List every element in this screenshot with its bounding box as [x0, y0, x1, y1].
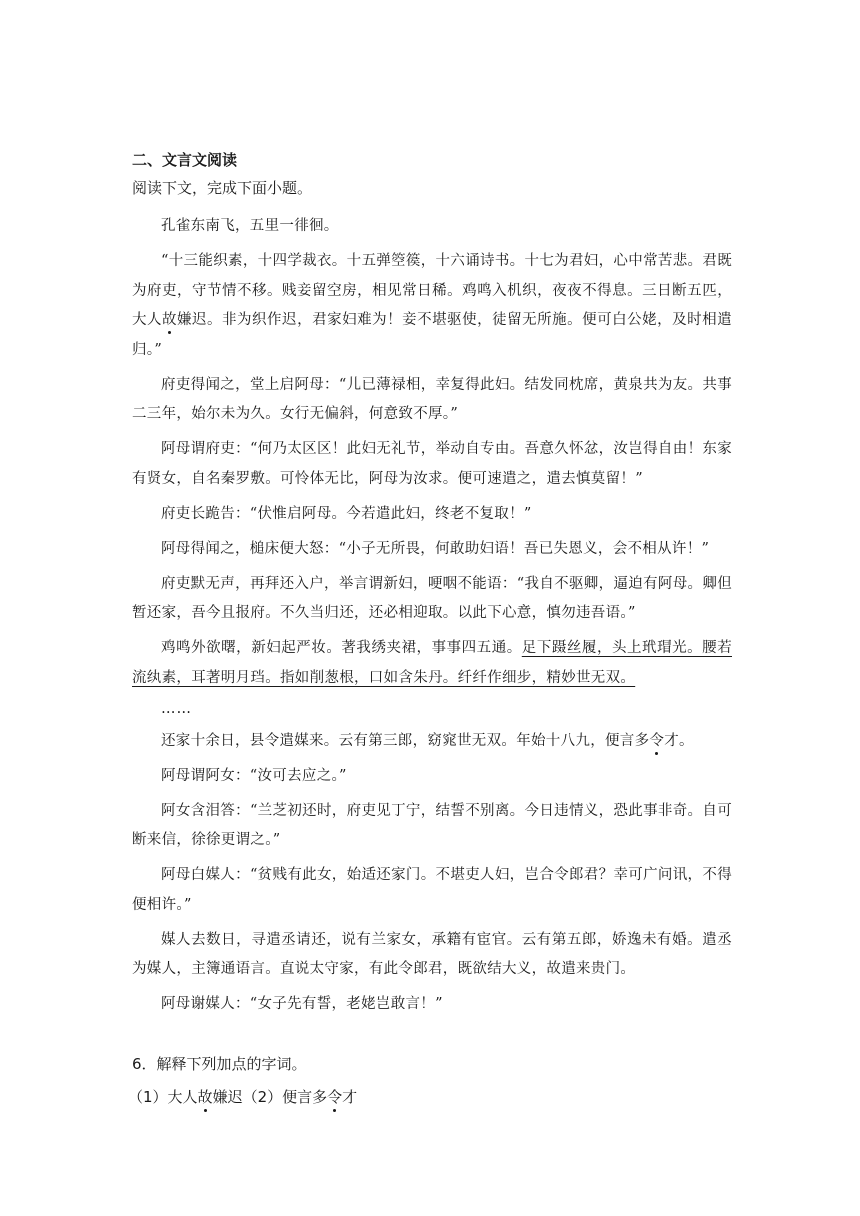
passage-paragraph: 府吏长跪告：“伏惟启阿母。今若遣此妇，终老不复取！”	[161, 505, 532, 522]
passage-text: 才。	[664, 732, 694, 749]
question-prompt: 6．解释下列加点的字词。	[132, 1055, 307, 1073]
question-item-text: 才	[342, 1088, 358, 1106]
question-item-text: 嫌迟（2）便言多	[212, 1088, 328, 1106]
passage-text: 嫌迟。非为织作迟，君家妇难为！妾不堪驱使，徒留无所施。便可白公姥，及时相遣归。”	[132, 312, 732, 358]
classical-passage	[132, 212, 732, 1025]
instruction-text: 阅读下文，完成下面小题。	[132, 179, 313, 197]
passage-paragraph: 阿母谓阿女：“汝可去应之。”	[161, 767, 347, 784]
passage-paragraph: 府吏默无声，再拜还入户，举言谓新妇，哽咽不能语：“我自不驱卿，逼迫有阿母。卿但暂还家，吾今且报府。不久当归还，还必相迎取。以此下心意，慎勿违吾语。”	[132, 575, 732, 621]
passage-paragraph: 阿母谓府吏：“何乃太区区！此妇无礼节，举动自专由。吾意久怀忿，汝岂得自由！东家有贤女，自名秦罗敷。可怜体无比，阿母为汝求。便可速遣之，遣去慎莫留！”	[132, 441, 732, 487]
passage-text: 鸡鸣外欲曙，新妇起严妆。著我绣夹裙，事事四五通。	[161, 640, 522, 656]
passage-paragraph: 孔雀东南飞，五里一徘徊。	[161, 218, 339, 234]
passage-paragraph	[132, 247, 732, 365]
passage-paragraph: 阿母白媒人：“贫贱有此女，始适还家门。不堪吏人妇，岂合令郎君？幸可广问讯，不得便相许。”	[132, 867, 732, 913]
passage-paragraph	[132, 634, 732, 693]
passage-paragraph: 阿母谢媒人：“女子先有誓，老姥岂敢言！”	[161, 996, 443, 1012]
ellipsis: ……	[161, 700, 192, 717]
passage-paragraph: 阿女含泪答：“兰芝初还时，府吏见丁宁，结誓不别离。今日违情义，恐此事非奇。自可断来信，徐徐更谓之。”	[132, 802, 732, 848]
dotted-character: 令	[649, 732, 665, 749]
passage-paragraph	[132, 727, 732, 757]
question-item-text: （1）大人	[128, 1088, 198, 1106]
passage-paragraph: 阿母得闻之，槌床便大怒：“小子无所畏，何敢助妇语！吾已失恩义，会不相从许！”	[161, 540, 710, 557]
passage-text: 还家十余日，县令遣媒来。云有第三郎，窈窕世无双。年始十八九，便言多	[161, 732, 650, 749]
dotted-character: 故	[197, 1088, 213, 1106]
dotted-character: 令	[327, 1088, 343, 1106]
dotted-character: 故	[162, 312, 178, 328]
underlined-sentence: 足下蹑丝履，头上玳瑁光。腰若流纨素，耳著明月珰。指如削葱根，口如含朱丹。纤纤作细步，精妙世无双。	[132, 640, 732, 686]
passage-paragraph: 府吏得闻之，堂上启阿母：“儿已薄禄相，幸复得此妇。结发同枕席，黄泉共为友。共事二三年，始尔未为久。女行无偏斜，何意致不厚。”	[132, 376, 732, 422]
passage-paragraph: 媒人去数日，寻遣丞请还，说有兰家女，承籍有宦官。云有第五郎，娇逸未有婚。遣丞为媒人，主簿通语言。直说太守家，有此令郎君，既欲结大义，故遣来贵门。	[132, 931, 732, 977]
passage-text: “十三能织素，十四学裁衣。十五弹箜篌，十六诵诗书。十七为君妇，心中常苦悲。君既为府吏，守节情不移。贱妾留空房，相见常日稀。鸡鸣入机织，夜夜不得息。三日断五匹，大人	[132, 253, 732, 328]
question-items	[128, 1087, 357, 1107]
section-title: 二、文言文阅读	[132, 151, 238, 169]
